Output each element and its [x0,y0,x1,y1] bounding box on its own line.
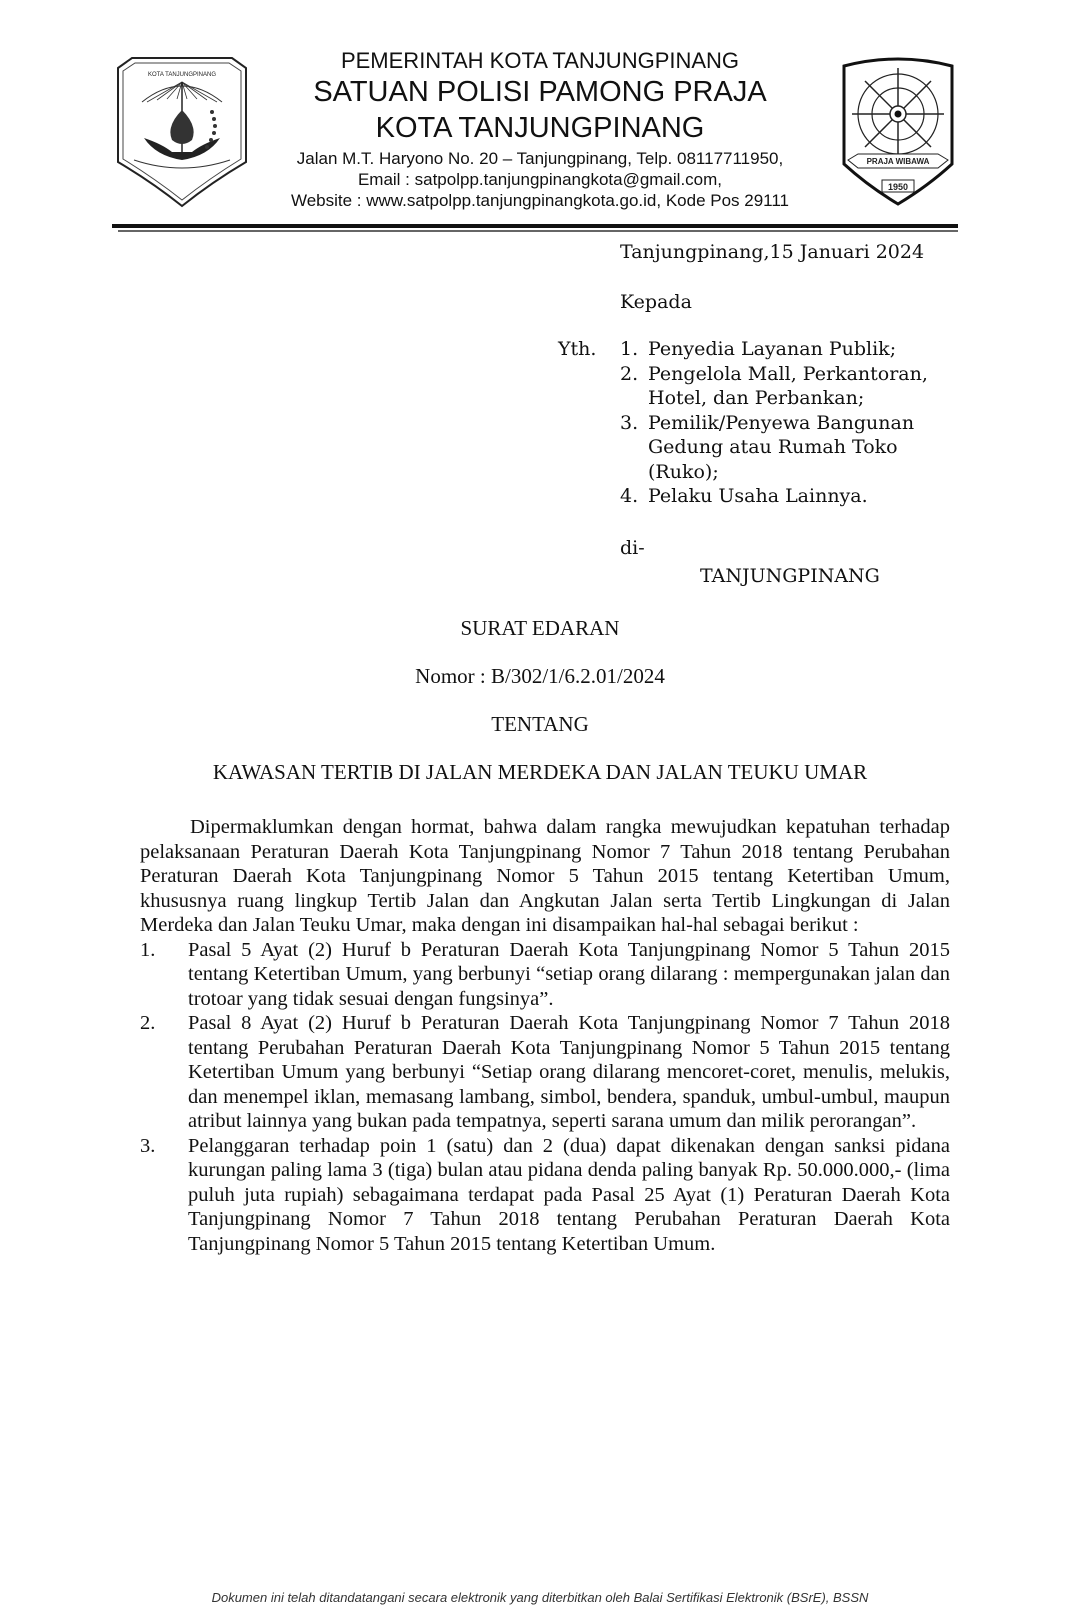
point-item [140,1011,950,1134]
point-item [140,938,950,1012]
letterhead-email: Email : satpolpp.tanjungpinangkota@gmail.com, [357,170,723,189]
point-number: 2. [140,1012,156,1034]
recipient-item-number: 3. [620,411,639,434]
letterhead-agency: SATUAN POLISI PAMONG PRAJA [313,76,767,108]
satpol-pp-emblem-icon [838,52,958,207]
recipient-item-line: Pemilik/Penyewa Bangunan [648,411,915,434]
intro-paragraph: Dipermaklumkan dengan hormat, bahwa dalam rangka mewujudkan kepatuhan terhadap pelaksanaan Peraturan Daerah Kota Tanjungpinang Nomor 7 Tahun 2018 tentang Perubahan Peraturan Daerah Kota Tanjungpinang Nomor 5 Tahun 2015 tentang Ketertiban Umum, khususnya ruang lingkup Tertib Jalan dan Angkutan Jalan serta Tertib Lingkungan di Jalan Merdeka dan Jalan Teuku Umar, maka dengan ini disampaikan hal-hal sebagai berikut : [140,816,950,936]
recipient-item-text [648,411,914,485]
letterhead-divider-thick [112,224,958,228]
recipient-item-line: Hotel, dan Perbankan; [648,387,865,409]
letter-number: Nomor : B/302/1/6.2.01/2024 [415,664,665,688]
e-signature-note: Dokumen ini telah ditandatangani secara elektronik yang diterbitkan oleh Balai Sertifikasi Elektronik (BSrE), BSSN [211,1590,869,1605]
recipient-item [620,411,928,485]
recipient-city: TANJUNGPINANG [700,565,880,587]
point-number: 1. [140,938,156,961]
point-item [140,1134,950,1257]
point-text: Pasal 5 Ayat (2) Huruf b Peraturan Daerah Kota Tanjungpinang Nomor 5 Tahun 2015 tentang Ketertiban Umum, yang berbunyi “setiap orang dilarang : mempergunakan jalan dan trotoar yang tidak sesuai dengan fungsinya”. [188,938,950,1010]
letterhead [0,0,1080,240]
points-list [140,938,950,1257]
svg-text:PRAJA WIBAWA: PRAJA WIBAWA [866,157,930,166]
recipient-item-line: Pelaku Usaha Lainnya. [648,485,868,507]
recipient-item-line: (Ruko); [648,460,719,483]
recipient-list [620,337,928,509]
tentang-label: TENTANG [491,712,589,736]
letterhead-address: Jalan M.T. Haryono No. 20 – Tanjungpinang, Telp. 08117711950, [296,149,784,168]
point-text: Pelanggaran terhadap poin 1 (satu) dan 2 (dua) dapat dikenakan dengan sanksi pidana kurungan paling lama 3 (tiga) bulan atau pidana denda paling banyak Rp. 50.000.000,- (lima puluh juta rupiah) sebagaimana terdapat pada Pasal 25 Ayat (1) Peraturan Daerah Kota Tanjungpinang Nomor 7 Tahun 2018 tentang Perubahan Peraturan Daerah Kota Tanjungpinang Nomor 5 Tahun 2015 tentang Ketertiban Umum. [188,1134,950,1255]
letterhead-government: PEMERINTAH KOTA TANJUNGPINANG [340,48,740,73]
date-line: Tanjungpinang,15 Januari 2024 [620,241,925,263]
letter-body [140,815,950,1256]
kepada-label: Kepada [620,291,692,313]
recipient-item-line: Pengelola Mall, Perkantoran, [648,362,928,385]
recipient-item [620,484,928,509]
letter-type: SURAT EDARAN [460,616,620,640]
recipient-item-text [648,337,896,362]
svg-text:1950: 1950 [887,182,909,192]
recipient-item-line: Gedung atau Rumah Toko [648,436,898,458]
recipient-item-number: 4. [620,485,639,507]
city-emblem-icon [112,52,252,210]
recipient-item-number: 1. [620,338,639,360]
letter-subject: KAWASAN TERTIB DI JALAN MERDEKA DAN JALAN TEUKU UMAR [212,760,868,784]
di-label: di- [620,537,645,559]
recipient-item-text [648,362,928,411]
yth-label: Yth. [558,338,597,360]
letterhead-website: Website : www.satpolpp.tanjungpinangkota.go.id, Kode Pos 29111 [290,191,790,210]
letterhead-city: KOTA TANJUNGPINANG [375,112,705,144]
recipient-item-line: Penyedia Layanan Publik; [648,338,897,360]
recipient-item [620,362,928,411]
letterhead-divider-thin [118,230,958,232]
recipient-item [620,337,928,362]
point-number: 3. [140,1134,156,1157]
point-text: Pasal 8 Ayat (2) Huruf b Peraturan Daerah Kota Tanjungpinang Nomor 7 Tahun 2018 tentang Perubahan Peraturan Daerah Kota Tanjungpinang Nomor 5 Tahun 2015 tentang Ketertiban Umum yang berbunyi “Setiap orang dilarang mencoret-coret, menulis, melukis, dan menempel iklan, memasang lambang, simbol, bendera, spanduk, umbul-umbul, maupun atribut lainnya yang bukan pada tempatnya, seperti sarana umum dan milik perorangan”. [188,1012,950,1132]
recipient-item-number: 2. [620,362,639,385]
recipient-item-text [648,484,868,509]
letterhead-contact [240,148,840,211]
svg-text:KOTA TANJUNGPINANG: KOTA TANJUNGPINANG [147,72,217,78]
